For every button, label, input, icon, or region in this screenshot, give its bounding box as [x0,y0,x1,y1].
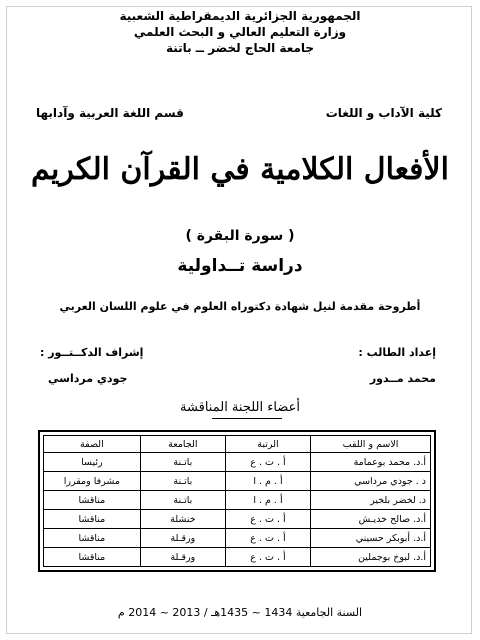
committee-table [43,435,431,567]
member-name: د. لخضر بلخير [311,491,431,510]
member-name: د . جودي مرداسي [311,472,431,491]
faculty-name: كلية الآداب و اللغات [325,106,442,120]
header-university: الجامعة [140,436,225,453]
committee-title: أعضاء اللجنة المناقشة [180,400,300,415]
committee-title-underline [212,418,282,419]
thesis-description: أطروحة مقدمة لنيل شهادة دكتوراه العلوم في علوم اللسان العربي [59,300,421,313]
thesis-subtitle: ( سورة البقرة ) [185,228,295,244]
member-university: خنشلة [140,510,225,529]
student-name: محمد مــدور [369,372,436,385]
member-university: باتـنة [140,491,225,510]
table-row [44,529,431,548]
table-row [44,510,431,529]
supervisor-label: إشراف الدكــتــور : [40,346,144,359]
member-role: مناقشا [44,529,141,548]
committee-table-frame [38,430,436,572]
committee-header-row [44,436,431,453]
ministry-header: وزارة التعليم العالي و البحث العلمي [133,25,347,39]
member-rank: أ . م . ا [225,472,310,491]
header-name: الاسم و اللقب [311,436,431,453]
member-university: ورقـلة [140,529,225,548]
member-role: مناقشا [44,510,141,529]
member-name: أ.د. لبوخ بوجملين [311,548,431,567]
department-name: قسم اللغة العربية وآدابها [36,106,184,120]
member-rank: أ . ت . ع [225,529,310,548]
table-row [44,491,431,510]
member-role: مناقشا [44,548,141,567]
member-name: أ.د. محمد بوعمامة [311,453,431,472]
member-role: مشرفا ومقررا [44,472,141,491]
table-row [44,548,431,567]
member-rank: أ . ت . ع [225,510,310,529]
member-university: ورقـلة [140,548,225,567]
table-row [44,453,431,472]
study-type: دراسة تــداولية [177,256,303,276]
member-role: مناقشا [44,491,141,510]
supervisor-name: جودي مرداسي [48,372,128,385]
academic-year: السنة الجامعية 1434 ~ 1435هـ / 2013 ~ 2014 م [117,606,363,619]
header-rank: الرتبة [225,436,310,453]
member-rank: أ . ت . ع [225,548,310,567]
member-university: باتـنة [140,453,225,472]
university-header: جامعة الحاج لخضر ــ باتنة [165,41,315,55]
member-rank: أ . ت . ع [225,453,310,472]
member-name: أ.د. صالح خديـش [311,510,431,529]
member-university: باتـنة [140,472,225,491]
table-row [44,472,431,491]
header-role: الصفة [44,436,141,453]
thesis-title: الأفعال الكلامية في القرآن الكريم [31,152,449,187]
member-role: رئيسا [44,453,141,472]
member-rank: أ . م . ا [225,491,310,510]
republic-header: الجمهورية الجزائرية الديمقراطية الشعبية [119,9,361,23]
student-label: إعداد الطالب : [358,346,436,359]
member-name: أ.د. أبوبكر حسيني [311,529,431,548]
